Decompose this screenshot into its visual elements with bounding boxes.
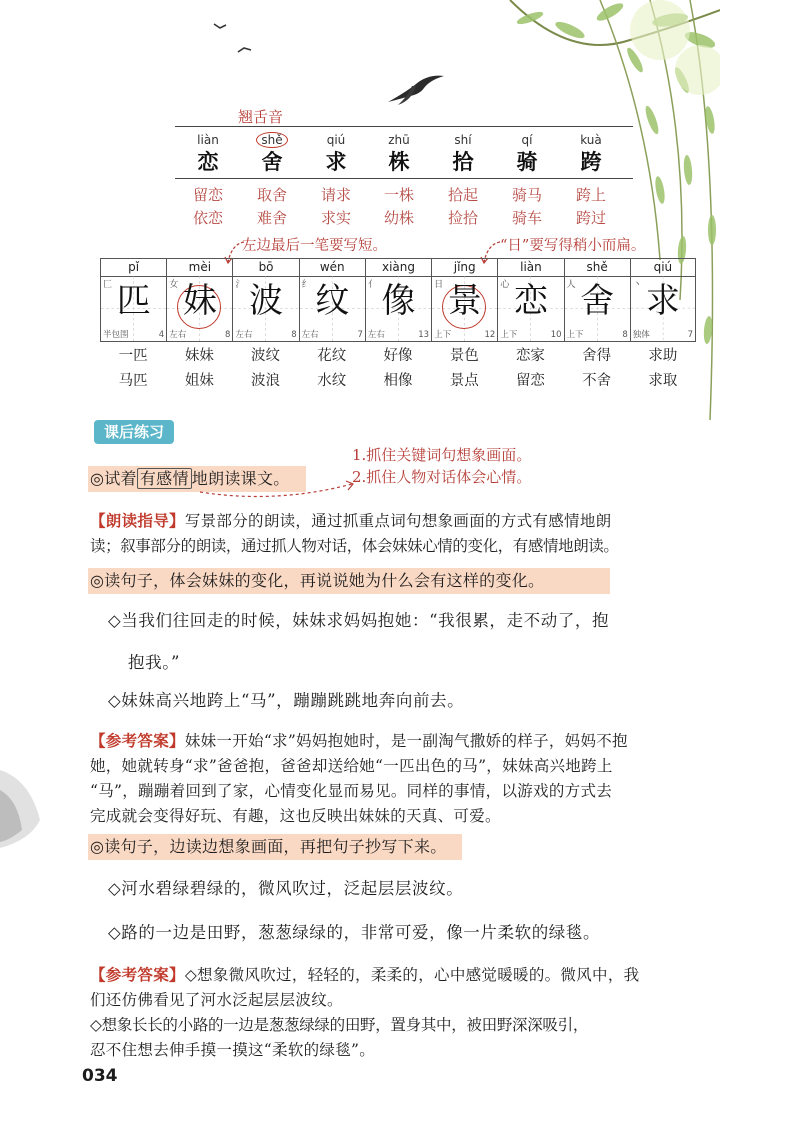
top-rule-line-bottom xyxy=(175,178,633,179)
grid-pinyin: jǐng xyxy=(432,259,497,277)
hanzi: 跨 xyxy=(580,149,602,174)
grid-hanzi: 求 xyxy=(645,281,680,321)
grid-word: 好像 xyxy=(383,348,413,364)
exercise-badge: 课后练习 xyxy=(94,420,174,444)
guide-line-1: 写景部分的朗读，通过抓重点词句想象画面的方式有感情地朗 xyxy=(184,512,612,530)
grid-pinyin: qiú xyxy=(631,259,695,277)
radical: 人 xyxy=(566,280,576,290)
structure: 半包围 xyxy=(103,330,129,340)
grid-pinyin: pǐ xyxy=(101,259,166,277)
grid-word: 妹妹 xyxy=(184,348,214,364)
grid-word: 一匹 xyxy=(118,348,148,364)
structure: 左右 xyxy=(367,330,385,340)
top-char xyxy=(242,132,302,176)
grid-word: 花纹 xyxy=(317,348,347,364)
grid-cell xyxy=(299,259,365,341)
grid-hanzi: 舍 xyxy=(580,281,615,321)
grid-word: 景点 xyxy=(449,373,479,389)
grid-hanzi: 匹 xyxy=(116,281,151,321)
top-char xyxy=(497,132,557,176)
grid-hanzi: 波 xyxy=(249,281,284,321)
pinyin: liàn xyxy=(197,133,219,147)
ex2-sentence-1b: 抱我。” xyxy=(128,653,181,672)
grid-cell xyxy=(166,259,232,341)
stroke-count: 7 xyxy=(357,330,363,340)
stroke-count: 8 xyxy=(291,330,297,340)
grid-word: 求取 xyxy=(648,373,678,389)
grid-word: 马匹 xyxy=(118,373,148,389)
pinyin: qí xyxy=(521,133,533,147)
radical: 日 xyxy=(434,280,444,290)
structure: 左右 xyxy=(235,330,253,340)
reading-guide xyxy=(90,508,710,559)
grid-cell xyxy=(232,259,298,341)
answer-2 xyxy=(90,962,710,1063)
grid-note-left: 左边最后一笔要写短。 xyxy=(242,238,387,254)
grid-hanzi: 像 xyxy=(381,281,416,321)
hanzi: 株 xyxy=(388,149,410,174)
writing-grid xyxy=(100,258,696,342)
top-word: 拾起 xyxy=(447,186,478,204)
ex1-prefix: ◎试着 xyxy=(90,469,137,488)
grid-word: 相像 xyxy=(383,373,413,389)
structure: 左右 xyxy=(169,330,187,340)
stroke-count: 12 xyxy=(484,330,496,340)
answer-1 xyxy=(90,728,710,829)
ex2-sentence-1: ◇当我们往回走的时候，妹妹求妈妈抱她：“我很累，走不动了，抱 xyxy=(108,611,610,630)
answer-1-line: “马”，蹦蹦着回到了家，心情变化显而易见。同样的事情，以游戏的方式去 xyxy=(90,782,613,800)
grid-word: 求助 xyxy=(648,348,678,364)
grid-word: 波浪 xyxy=(251,373,281,389)
pinyin: qiú xyxy=(326,133,346,147)
grid-pinyin: shě xyxy=(565,259,630,277)
grid-pinyin: xiàng xyxy=(366,259,431,277)
radical: 丶 xyxy=(632,280,642,290)
radical: 亻 xyxy=(367,280,377,290)
top-char xyxy=(306,132,366,176)
retroflex-annotation: 翘舌音 xyxy=(238,108,284,126)
pinyin: zhū xyxy=(388,133,410,147)
grid-cell xyxy=(100,259,166,341)
grid-word: 水纹 xyxy=(317,373,347,389)
hanzi: 恋 xyxy=(197,149,219,174)
hanzi: 求 xyxy=(325,149,347,174)
stroke-count: 8 xyxy=(225,330,231,340)
top-word: 捡拾 xyxy=(447,209,478,227)
exercise-2: ◎读句子，体会妹妹的变化，再说说她为什么会有这样的变化。 xyxy=(90,571,545,590)
structure: 左右 xyxy=(301,330,319,340)
answer-1-line: 她，她就转身“求”爸爸抱，爸爸却送给她“一匹出色的马”，妹妹高兴地跨上 xyxy=(90,757,613,775)
ex3-sentence-2: ◇路的一边是田野，葱葱绿绿的，非常可爱，像一片柔软的绿毯。 xyxy=(108,923,601,942)
pinyin: kuà xyxy=(580,133,602,147)
grid-pinyin: wén xyxy=(300,259,365,277)
grid-cell xyxy=(431,259,497,341)
grid-word: 景色 xyxy=(449,348,479,364)
answer-2-line: 忍不住想去伸手摸一摸这“柔软的绿毯”。 xyxy=(90,1041,376,1059)
structure: 上下 xyxy=(566,330,584,340)
grid-cell xyxy=(630,259,696,341)
top-word: 依恋 xyxy=(192,209,223,227)
answer-2-line: ◇想象微风吹过，轻轻的，柔柔的，心中感觉暖暖的。微风中，我 xyxy=(184,966,640,984)
top-word: 留恋 xyxy=(192,186,223,204)
top-char xyxy=(369,132,429,176)
ex1-tip-1: 1.抓住关键词句想象画面。 xyxy=(352,446,532,464)
guide-label: 【朗读指导】 xyxy=(90,511,185,530)
stroke-count: 4 xyxy=(158,330,165,340)
radical: 氵 xyxy=(235,280,245,290)
swallow-icon xyxy=(386,72,446,106)
grid-pinyin: bō xyxy=(233,259,298,277)
grid-word: 不舍 xyxy=(582,373,612,389)
radical: 心 xyxy=(500,280,510,290)
grid-pinyin: mèi xyxy=(167,259,232,277)
page-number: 034 xyxy=(82,1066,118,1086)
grid-word: 波纹 xyxy=(251,348,281,364)
small-birds-icon xyxy=(210,16,260,56)
radical: 纟 xyxy=(301,280,311,290)
answer-1-line: 完成就会变得好玩、有趣，这也反映出妹妹的天真、可爱。 xyxy=(90,807,501,825)
answer-1-label: 【参考答案】 xyxy=(90,731,185,750)
grid-cell xyxy=(564,259,630,341)
top-word: 难舍 xyxy=(256,209,287,227)
stroke-count: 10 xyxy=(550,330,562,340)
grid-hanzi: 纹 xyxy=(315,281,350,321)
hanzi: 拾 xyxy=(452,149,474,174)
top-word: 跨上 xyxy=(575,186,606,204)
grid-hanzi: 妹 xyxy=(182,281,217,321)
top-word: 幼株 xyxy=(383,209,414,227)
top-word: 跨过 xyxy=(575,209,606,227)
hanzi: 骑 xyxy=(516,149,538,174)
stroke-count: 8 xyxy=(622,330,628,340)
stroke-count: 7 xyxy=(687,330,693,340)
top-word: 请求 xyxy=(320,186,351,204)
grid-hanzi: 景 xyxy=(447,281,482,321)
pinyin: shí xyxy=(454,133,472,147)
top-char xyxy=(178,132,238,176)
grid-word: 舍得 xyxy=(582,348,612,364)
answer-2-line: 们还仿佛看见了河水泛起层层波纹。 xyxy=(90,991,343,1009)
top-word: 一株 xyxy=(383,186,414,204)
ink-wash-decoration xyxy=(0,760,44,850)
grid-note-right: “日”要写得稍小而扁。 xyxy=(500,238,646,254)
grid-cell xyxy=(497,259,563,341)
top-char xyxy=(433,132,493,176)
top-word: 求实 xyxy=(320,209,351,227)
answer-2-label: 【参考答案】 xyxy=(90,965,185,984)
top-char xyxy=(561,132,621,176)
ex1-keyword: 有感情 xyxy=(137,468,192,489)
guide-line-2: 读；叙事部分的朗读，通过抓人物对话，体会妹妹心情的变化，有感情地朗读。 xyxy=(90,537,619,555)
grid-word: 恋家 xyxy=(515,348,545,364)
stroke-count: 13 xyxy=(418,330,430,340)
top-rule-line xyxy=(175,126,633,127)
answer-1-line: 妹妹一开始“求”妈妈抱她时，是一副淘气撒娇的样子，妈妈不抱 xyxy=(184,732,628,750)
ex1-tip-2: 2.抓住人物对话体会心情。 xyxy=(352,468,532,486)
pinyin: shě xyxy=(242,132,302,148)
radical: 女 xyxy=(169,280,179,290)
ex1-suffix: 地朗读课文。 xyxy=(191,469,290,488)
ex3-sentence-1: ◇河水碧绿碧绿的，微风吹过，泛起层层波纹。 xyxy=(108,879,464,898)
dashed-arrow-icon xyxy=(196,478,360,502)
exercise-3: ◎读句子，边读边想象画面，再把句子抄写下来。 xyxy=(90,837,447,856)
ex2-sentence-2: ◇妹妹高兴地跨上“马”，蹦蹦跳跳地奔向前去。 xyxy=(108,691,465,710)
structure: 独体 xyxy=(632,330,650,340)
structure: 上下 xyxy=(434,330,452,340)
structure: 上下 xyxy=(500,330,518,340)
grid-pinyin: liàn xyxy=(498,259,563,277)
top-word: 骑车 xyxy=(511,209,542,227)
grid-word: 姐妹 xyxy=(184,373,214,389)
top-word: 取舍 xyxy=(256,186,287,204)
hanzi: 舍 xyxy=(261,149,283,174)
answer-2-line: ◇想象长长的小路的一边是葱葱绿绿的田野，置身其中，被田野深深吸引， xyxy=(90,1016,589,1034)
top-word: 骑马 xyxy=(511,186,542,204)
grid-hanzi: 恋 xyxy=(513,281,548,321)
radical: 匚 xyxy=(103,280,113,290)
grid-word: 留恋 xyxy=(515,373,545,389)
grid-cell xyxy=(365,259,431,341)
